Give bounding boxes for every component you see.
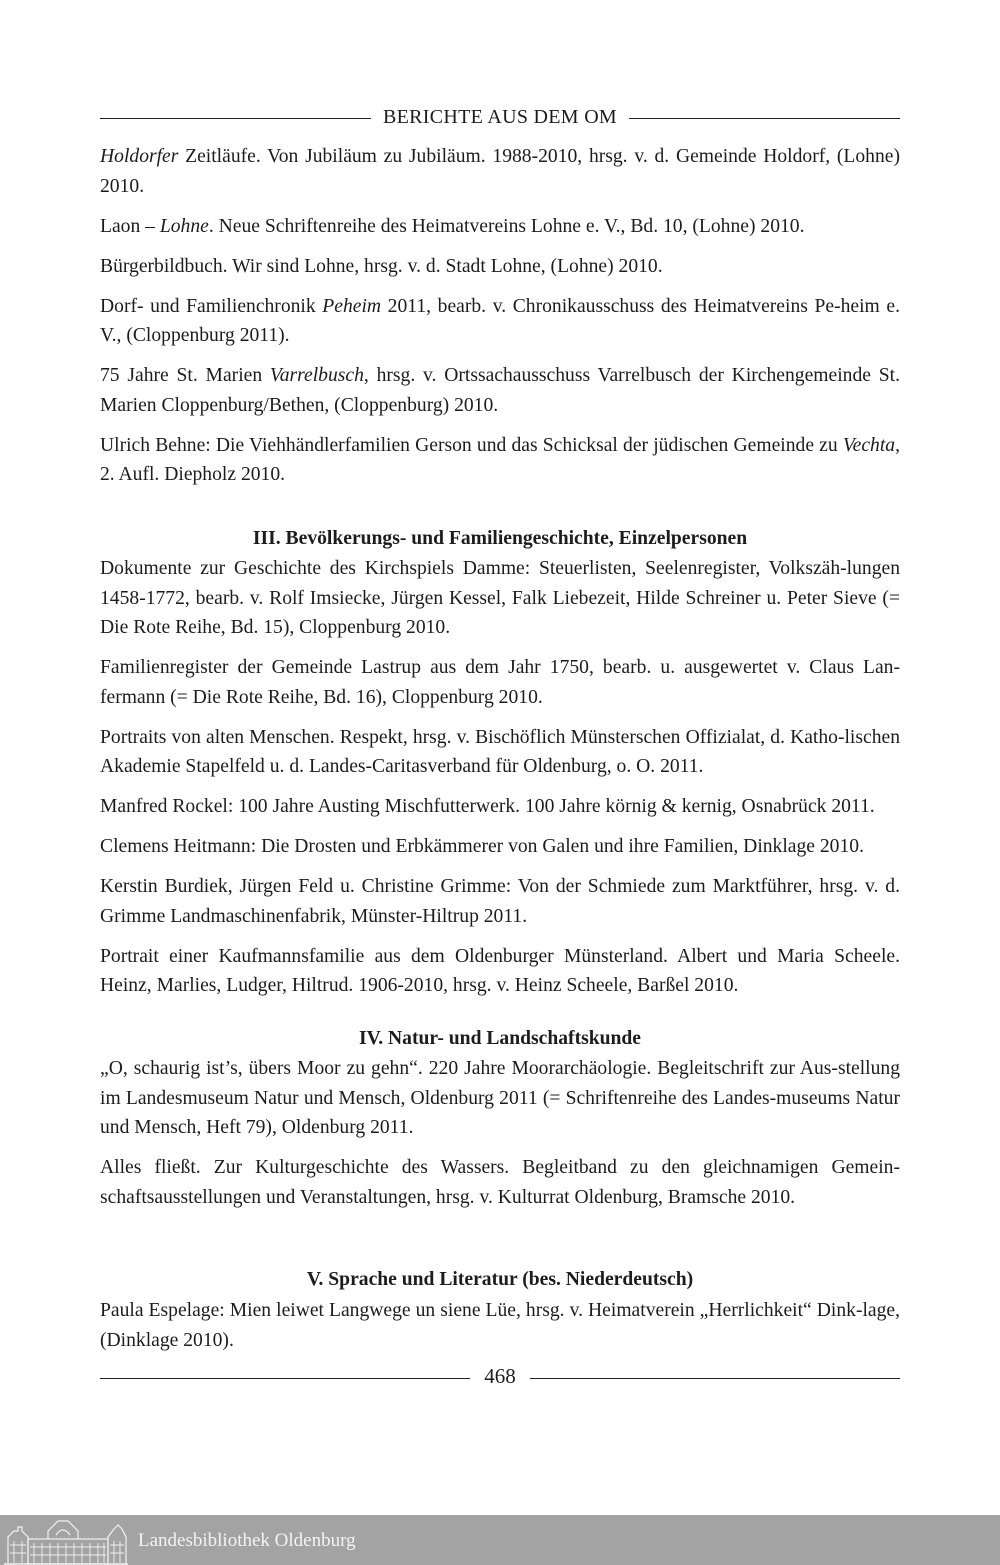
entry-text: . Neue Schriftenreihe des Heimatvereins Lohne e. V., Bd. 10, (Lohne) 2010. — [208, 215, 805, 237]
header-rule-right — [629, 118, 900, 119]
entry-text: Zeitläufe. Von Jubiläum zu Jubiläum. 1988-2010, hrsg. v. d. Gemeinde Holdorf, (Lohne) 2010. — [100, 146, 900, 197]
entry-text: Laon – — [100, 215, 160, 237]
entry-text: Bürgerbildbuch. Wir sind Lohne, hrsg. v. d. Stadt Lohne, (Lohne) 2010. — [100, 255, 663, 277]
section-heading-iii: III. Bevölkerungs- und Familiengeschichte, Einzelpersonen — [252, 528, 748, 549]
entry-italic: Varrelbusch — [269, 365, 364, 386]
bibliography-entry: Alles fließt. Zur Kulturgeschichte des Wassers. Begleitband zu den gleichnamigen Gemein-schaftsausstellungen und Veranstaltungen, hrsg. v. Kulturrat Oldenburg, Bramsche 2010. — [100, 1157, 900, 1208]
header-rule-left — [100, 118, 371, 119]
bibliography-entry — [100, 292, 900, 351]
library-footer-bar — [0, 1515, 1000, 1565]
bibliography-entry: Portrait einer Kaufmannsfamilie aus dem Oldenburger Münsterland. Albert und Maria Scheele. Heinz, Marlies, Ludger, Hiltrud. 1906-2010, hrsg. v. Heinz Scheele, Barßel 2010. — [100, 945, 900, 996]
bibliography-entry: „O, schaurig ist’s, übers Moor zu gehn“. 220 Jahre Moorarchäologie. Begleitschrift zur Aus-stellung im Landesmuseum Natur und Mensch, Oldenburg 2011 (= Schriftenreihe des Landes-museums Natur und Mensch, Heft 79), Oldenburg 2011. — [100, 1058, 900, 1138]
bibliography-entry: Paula Espelage: Mien leiwet Langwege un siene Lüe, hrsg. v. Heimatverein „Herrlichkeit“ Dink-lage, (Dinklage 2010). — [100, 1300, 900, 1351]
running-head-title: BERICHTE AUS DEM OM — [382, 106, 618, 128]
bibliography-entry — [100, 361, 900, 420]
page-folio — [100, 1364, 900, 1389]
entry-text: , 2. Aufl. Diepholz 2010. — [100, 434, 900, 485]
page-number: 468 — [484, 1364, 516, 1388]
entry-italic: Lohne — [159, 215, 209, 237]
section-heading-iv: IV. Natur- und Landschaftskunde — [358, 1028, 642, 1049]
bibliography-entry — [100, 212, 900, 242]
bibliography-entry — [100, 142, 900, 201]
bibliography-entry: Familienregister der Gemeinde Lastrup aus dem Jahr 1750, bearb. u. ausgewertet v. Claus Lan-fermann (= Die Rote Reihe, Bd. 16), Cloppenburg 2010. — [100, 657, 900, 708]
section-heading-v: V. Sprache und Literatur (bes. Niederdeutsch) — [306, 1269, 694, 1290]
entry-text: 2011, bearb. v. Chronikausschuss des Heimatvereins Pe-heim e. V., (Cloppenburg 2011). — [100, 295, 900, 346]
bibliography-section-v — [100, 1296, 900, 1366]
entry-text: Dorf- und Familienchronik — [100, 295, 323, 317]
entry-italic: Vechta — [842, 434, 896, 456]
entry-italic: Peheim — [322, 295, 382, 317]
bibliography-entry: Manfred Rockel: 100 Jahre Austing Mischfutterwerk. 100 Jahre körnig & kernig, Osnabrück 2011. — [100, 796, 875, 817]
library-building-icon — [4, 1517, 128, 1565]
entry-text: 75 Jahre St. Marien — [100, 365, 270, 386]
bibliography-entry: Kerstin Burdiek, Jürgen Feld u. Christine Grimme: Von der Schmiede zum Marktführer, hrsg. v. d. Grimme Landmaschinenfabrik, Münster-Hiltrup 2011. — [100, 876, 900, 927]
folio-rule-left — [100, 1378, 470, 1379]
bibliography-entry — [100, 431, 900, 490]
bibliography-section-iii — [100, 554, 900, 1011]
bibliography-entry: Clemens Heitmann: Die Drosten und Erbkämmerer von Galen und ihre Familien, Dinklage 2010. — [100, 836, 864, 857]
folio-rule-right — [530, 1378, 900, 1379]
entry-text: , hrsg. v. Ortssachausschuss Varrelbusch der Kirchengemeinde St. Marien Cloppenburg/Bethen, (Cloppenburg) 2010. — [100, 365, 900, 416]
entry-italic: Holdorfer — [100, 146, 179, 167]
bibliography-block-1 — [100, 142, 900, 500]
bibliography-section-iv — [100, 1054, 900, 1223]
bibliography-entry: Portraits von alten Menschen. Respekt, hrsg. v. Bischöflich Münsterschen Offizialat, d. Katho-lischen Akademie Stapelfeld u. d. Landes-Caritasverband für Oldenburg, o. O. 2011. — [100, 726, 900, 777]
running-head — [100, 106, 900, 129]
library-name: Landesbibliothek Oldenburg — [138, 1530, 356, 1551]
bibliography-entry — [100, 252, 900, 282]
bibliography-entry: Dokumente zur Geschichte des Kirchspiels Damme: Steuerlisten, Seelenregister, Volkszäh-lungen 1458-1772, bearb. v. Rolf Imsiecke, Jürgen Kessel, Falk Liebezeit, Hilde Schreiner u. Peter Sieve (= Die Rote Reihe, Bd. 15), Cloppenburg 2010. — [100, 558, 900, 638]
entry-text: Ulrich Behne: Die Viehhändlerfamilien Gerson und das Schicksal der jüdischen Gemeinde zu — [100, 434, 843, 456]
